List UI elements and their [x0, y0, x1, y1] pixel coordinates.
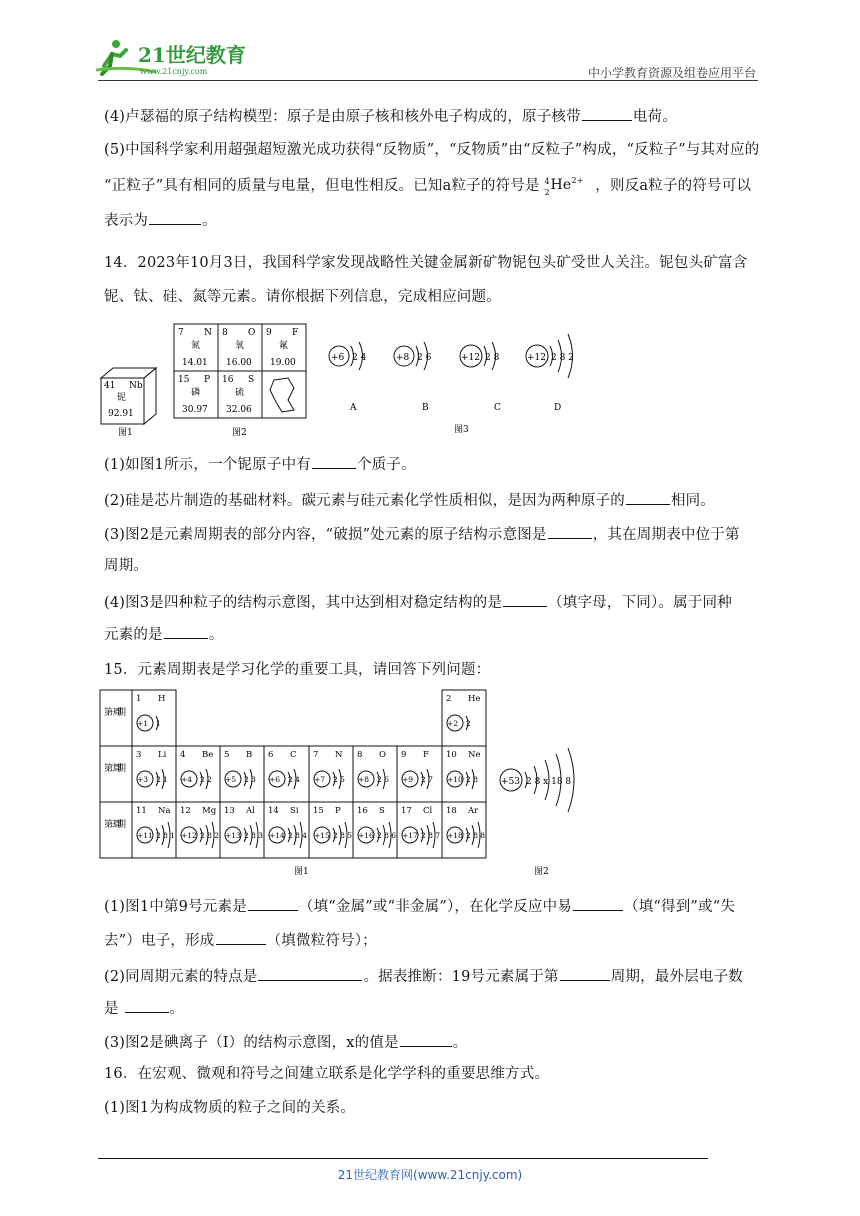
svg-text:2: 2	[446, 694, 452, 704]
header-divider	[98, 80, 758, 81]
svg-text:2 8 4: 2 8 4	[288, 831, 308, 840]
svg-text:13: 13	[224, 806, 235, 816]
element-cell-ne	[446, 750, 480, 789]
element-cell-al	[224, 806, 263, 848]
svg-text:磷: 磷	[191, 388, 201, 398]
svg-text:1: 1	[136, 694, 142, 704]
svg-text:F: F	[423, 750, 429, 760]
element-cells	[136, 694, 485, 848]
svg-text:2 3: 2 3	[244, 775, 256, 784]
svg-text:D: D	[554, 403, 562, 413]
svg-text:H: H	[158, 694, 166, 704]
svg-text:15: 15	[313, 806, 324, 816]
q13-5-line1: (5)中国科学家利用超强超短激光成功获得“反物质”，“反物质”由“反粒子”构成，“反粒子”与其对应的	[104, 142, 760, 158]
svg-text:第一周期: 第一周期	[104, 708, 126, 718]
svg-text:2 8 6: 2 8 6	[377, 831, 397, 840]
svg-text:2 8 2: 2 8 2	[551, 353, 574, 363]
q15-stem: 15．元素周期表是学习化学的重要工具，请回答下列问题：	[104, 662, 491, 678]
q14-4-cont: 元素的是 。	[104, 624, 224, 645]
q14-stem-2: 铌、钛、硅、氮等元素。请你根据下列信息，完成相应问题。	[104, 289, 501, 305]
element-cell-cl	[401, 806, 440, 848]
svg-text:+18: +18	[447, 831, 463, 840]
site-logo	[96, 36, 256, 80]
element-cell-li	[136, 750, 168, 789]
svg-text:图1: 图1	[294, 867, 309, 877]
svg-text:2 6: 2 6	[377, 775, 389, 784]
q14-3: (3)图2是元素周期表的部分内容，“破损”处元素的原子结构示意图是 ，其在周期表中位于第	[104, 524, 740, 545]
svg-text:Cl: Cl	[423, 806, 433, 816]
svg-text:2 5: 2 5	[333, 775, 345, 784]
svg-text:B: B	[246, 750, 253, 760]
svg-text:+53: +53	[501, 777, 520, 787]
svg-text:S: S	[248, 375, 255, 385]
svg-text:9: 9	[401, 750, 407, 760]
svg-text:+1: +1	[137, 719, 149, 728]
periodic-table-fragment	[174, 324, 306, 418]
q15-3: (3)图2是碘离子（Ⅰ）的结构示意图，x的值是 。	[104, 1032, 467, 1053]
svg-text:2 8 7: 2 8 7	[421, 831, 441, 840]
svg-text:Mg: Mg	[202, 806, 217, 816]
svg-text:+12: +12	[461, 353, 480, 363]
element-cell-na	[136, 806, 175, 848]
svg-text:3: 3	[136, 750, 142, 760]
svg-text:N: N	[204, 328, 212, 338]
svg-text:Ar: Ar	[468, 806, 479, 816]
q13-5-line2: “正粒子”具有相同的质量与电量，但电性相反。已知a粒子的符号是 4 2 He 2+ ，则反a粒子的符号可以	[104, 176, 752, 197]
logo-url: www.21cnjy.com	[140, 67, 208, 76]
svg-text:硫: 硫	[235, 388, 245, 398]
particle-c	[460, 342, 501, 413]
element-cell-s	[357, 806, 396, 848]
svg-text:14: 14	[268, 806, 279, 816]
q14-3-cont: 周期。	[104, 558, 149, 574]
svg-text:+17: +17	[402, 831, 418, 840]
svg-text:1: 1	[156, 719, 161, 728]
svg-text:11: 11	[136, 806, 147, 816]
svg-text:2 8 1: 2 8 1	[156, 831, 176, 840]
svg-text:铌: 铌	[117, 393, 127, 403]
svg-text:Al: Al	[246, 806, 255, 816]
q15-figures	[98, 688, 618, 880]
svg-text:32.06: 32.06	[226, 405, 252, 415]
svg-text:14.01: 14.01	[182, 358, 208, 368]
q14-2: (2)硅是芯片制造的基础材料。碳元素与硅元素化学性质相似，是因为两种原子的 相同。	[104, 490, 715, 511]
svg-text:第二周期: 第二周期	[104, 764, 126, 774]
svg-text:+11: +11	[137, 831, 153, 840]
svg-text:2 4: 2 4	[352, 353, 367, 363]
q14-stem-1: 14．2023年10月3日，我国科学家发现战略性关键金属新矿物铌包头矿受世人关注。铌包头矿富含	[104, 255, 748, 271]
q15-2-cont: 是 。	[104, 998, 184, 1019]
svg-text:第三周期: 第三周期	[104, 820, 126, 830]
svg-text:+10: +10	[447, 775, 463, 784]
element-cell-he	[446, 694, 480, 731]
svg-text:+6: +6	[269, 775, 281, 784]
svg-text:氟: 氟	[279, 341, 289, 351]
svg-text:10: 10	[446, 750, 457, 760]
q15-1: (1)图1中第9号元素是 （填“金属”或“非金属”），在化学反应中易 （填“得到”或“失	[104, 896, 735, 917]
cell-n	[178, 328, 212, 368]
svg-text:C: C	[494, 403, 501, 413]
svg-text:12: 12	[180, 806, 191, 816]
svg-text:氧: 氧	[235, 341, 245, 351]
nb-element-cube	[101, 368, 156, 438]
svg-text:17: 17	[401, 806, 412, 816]
element-cell-h	[136, 694, 165, 731]
element-cell-si	[268, 806, 307, 848]
iodine-ion	[500, 748, 574, 877]
particle-a	[329, 342, 367, 413]
svg-text:2 2: 2 2	[200, 775, 212, 784]
q15-2: (2)同周期元素的特点是 。据表推断：19号元素属于第 周期，最外层电子数	[104, 966, 743, 987]
svg-text:2 4: 2 4	[288, 775, 300, 784]
svg-text:B: B	[422, 403, 429, 413]
he-symbol: 4 2 He 2+	[544, 176, 584, 197]
svg-text:P: P	[335, 806, 341, 816]
svg-text:+15: +15	[314, 831, 330, 840]
svg-text:Na: Na	[158, 806, 171, 816]
header-platform-text: 中小学教育资源及组卷应用平台	[587, 66, 756, 80]
svg-text:2 8 5: 2 8 5	[333, 831, 353, 840]
q15-1-cont: 去”）电子，形成 （填微粒符号）；	[104, 930, 377, 951]
element-cell-b	[224, 750, 256, 789]
svg-text:+12: +12	[527, 353, 546, 363]
svg-text:+9: +9	[402, 775, 414, 784]
svg-text:2 8 8: 2 8 8	[466, 831, 486, 840]
q16-stem: 16．在宏观、微观和符号之间建立联系是化学学科的重要思维方式。	[104, 1066, 550, 1082]
svg-text:2 6: 2 6	[417, 353, 432, 363]
svg-text:92.91: 92.91	[108, 409, 134, 419]
element-cell-c	[268, 750, 300, 789]
svg-text:2: 2	[466, 719, 471, 728]
svg-text:氮: 氮	[191, 341, 201, 351]
footer-link[interactable]: 21世纪教育网(www.21cnjy.com)	[337, 1168, 523, 1182]
svg-text:18: 18	[446, 806, 457, 816]
svg-text:9: 9	[266, 328, 272, 338]
svg-text:15: 15	[178, 375, 190, 385]
svg-text:30.97: 30.97	[182, 405, 208, 415]
svg-text:图2: 图2	[534, 867, 549, 877]
svg-text:+2: +2	[447, 719, 459, 728]
svg-text:2 8: 2 8	[485, 353, 500, 363]
svg-text:Ne: Ne	[468, 750, 481, 760]
svg-text:C: C	[290, 750, 297, 760]
svg-text:图3: 图3	[454, 425, 469, 435]
svg-text:2 8 2: 2 8 2	[200, 831, 220, 840]
q14-1: (1)如图1所示，一个铌原子中有 个质子。	[104, 454, 416, 475]
svg-text:2 8 3: 2 8 3	[244, 831, 264, 840]
logo-text: 21世纪教育	[138, 43, 246, 67]
element-cell-mg	[180, 806, 219, 848]
svg-text:+4: +4	[181, 775, 193, 784]
svg-text:+8: +8	[396, 353, 410, 363]
svg-text:Li: Li	[158, 750, 167, 760]
svg-text:6: 6	[268, 750, 274, 760]
svg-text:+3: +3	[137, 775, 149, 784]
svg-text:16: 16	[222, 375, 234, 385]
svg-text:Si: Si	[290, 806, 299, 816]
svg-text:Be: Be	[202, 750, 214, 760]
cell-p	[178, 375, 210, 415]
element-cell-n	[313, 750, 345, 789]
element-cell-p	[313, 806, 352, 848]
q16-1: (1)图1为构成物质的粒子之间的关系。	[104, 1100, 356, 1116]
svg-text:P: P	[204, 375, 211, 385]
cell-f	[266, 328, 298, 368]
svg-text:19.00: 19.00	[270, 358, 296, 368]
svg-text:2 7: 2 7	[421, 775, 433, 784]
svg-text:He: He	[468, 694, 481, 704]
svg-text:8: 8	[222, 328, 228, 338]
svg-text:O: O	[379, 750, 386, 760]
svg-text:2 8 x 18 8: 2 8 x 18 8	[526, 777, 572, 787]
svg-text:2 8: 2 8	[466, 775, 478, 784]
svg-text:+16: +16	[358, 831, 374, 840]
q14-4: (4)图3是四种粒子的结构示意图，其中达到相对稳定结构的是 （填字母，下同）。属于同种	[104, 592, 732, 613]
svg-text:16.00: 16.00	[226, 358, 252, 368]
svg-text:Nb: Nb	[129, 381, 143, 391]
svg-text:+13: +13	[225, 831, 241, 840]
q13-4-line: (4)卢瑟福的原子结构模型：原子是由原子核和核外电子构成的，原子核带 电荷。	[104, 106, 677, 127]
svg-text:7: 7	[313, 750, 319, 760]
svg-text:+14: +14	[269, 831, 285, 840]
svg-text:N: N	[335, 750, 343, 760]
svg-text:S: S	[379, 806, 385, 816]
svg-text:O: O	[248, 328, 256, 338]
svg-text:5: 5	[224, 750, 230, 760]
svg-text:2 1: 2 1	[156, 775, 168, 784]
element-cell-ar	[446, 806, 485, 848]
svg-text:4: 4	[180, 750, 186, 760]
svg-text:41: 41	[104, 381, 116, 391]
svg-text:+12: +12	[181, 831, 197, 840]
svg-text:图1: 图1	[118, 428, 133, 438]
svg-text:8: 8	[357, 750, 363, 760]
svg-text:16: 16	[357, 806, 368, 816]
particle-b	[394, 342, 432, 413]
svg-text:+6: +6	[331, 353, 345, 363]
svg-text:7: 7	[178, 328, 184, 338]
cell-s	[222, 375, 254, 415]
svg-text:F: F	[292, 328, 299, 338]
cell-o	[222, 328, 255, 368]
blank	[582, 106, 632, 121]
element-cell-be	[180, 750, 213, 789]
svg-text:+7: +7	[314, 775, 326, 784]
particle-d	[526, 334, 574, 413]
q13-5-line3: 表示为 。	[104, 210, 217, 231]
svg-text:+8: +8	[358, 775, 370, 784]
svg-text:+5: +5	[225, 775, 237, 784]
element-cell-f	[401, 750, 433, 789]
svg-text:图2: 图2	[232, 428, 247, 438]
footer-divider	[98, 1158, 708, 1159]
svg-text:A: A	[350, 403, 357, 413]
element-cell-o	[357, 750, 389, 789]
q14-figures	[98, 318, 618, 442]
